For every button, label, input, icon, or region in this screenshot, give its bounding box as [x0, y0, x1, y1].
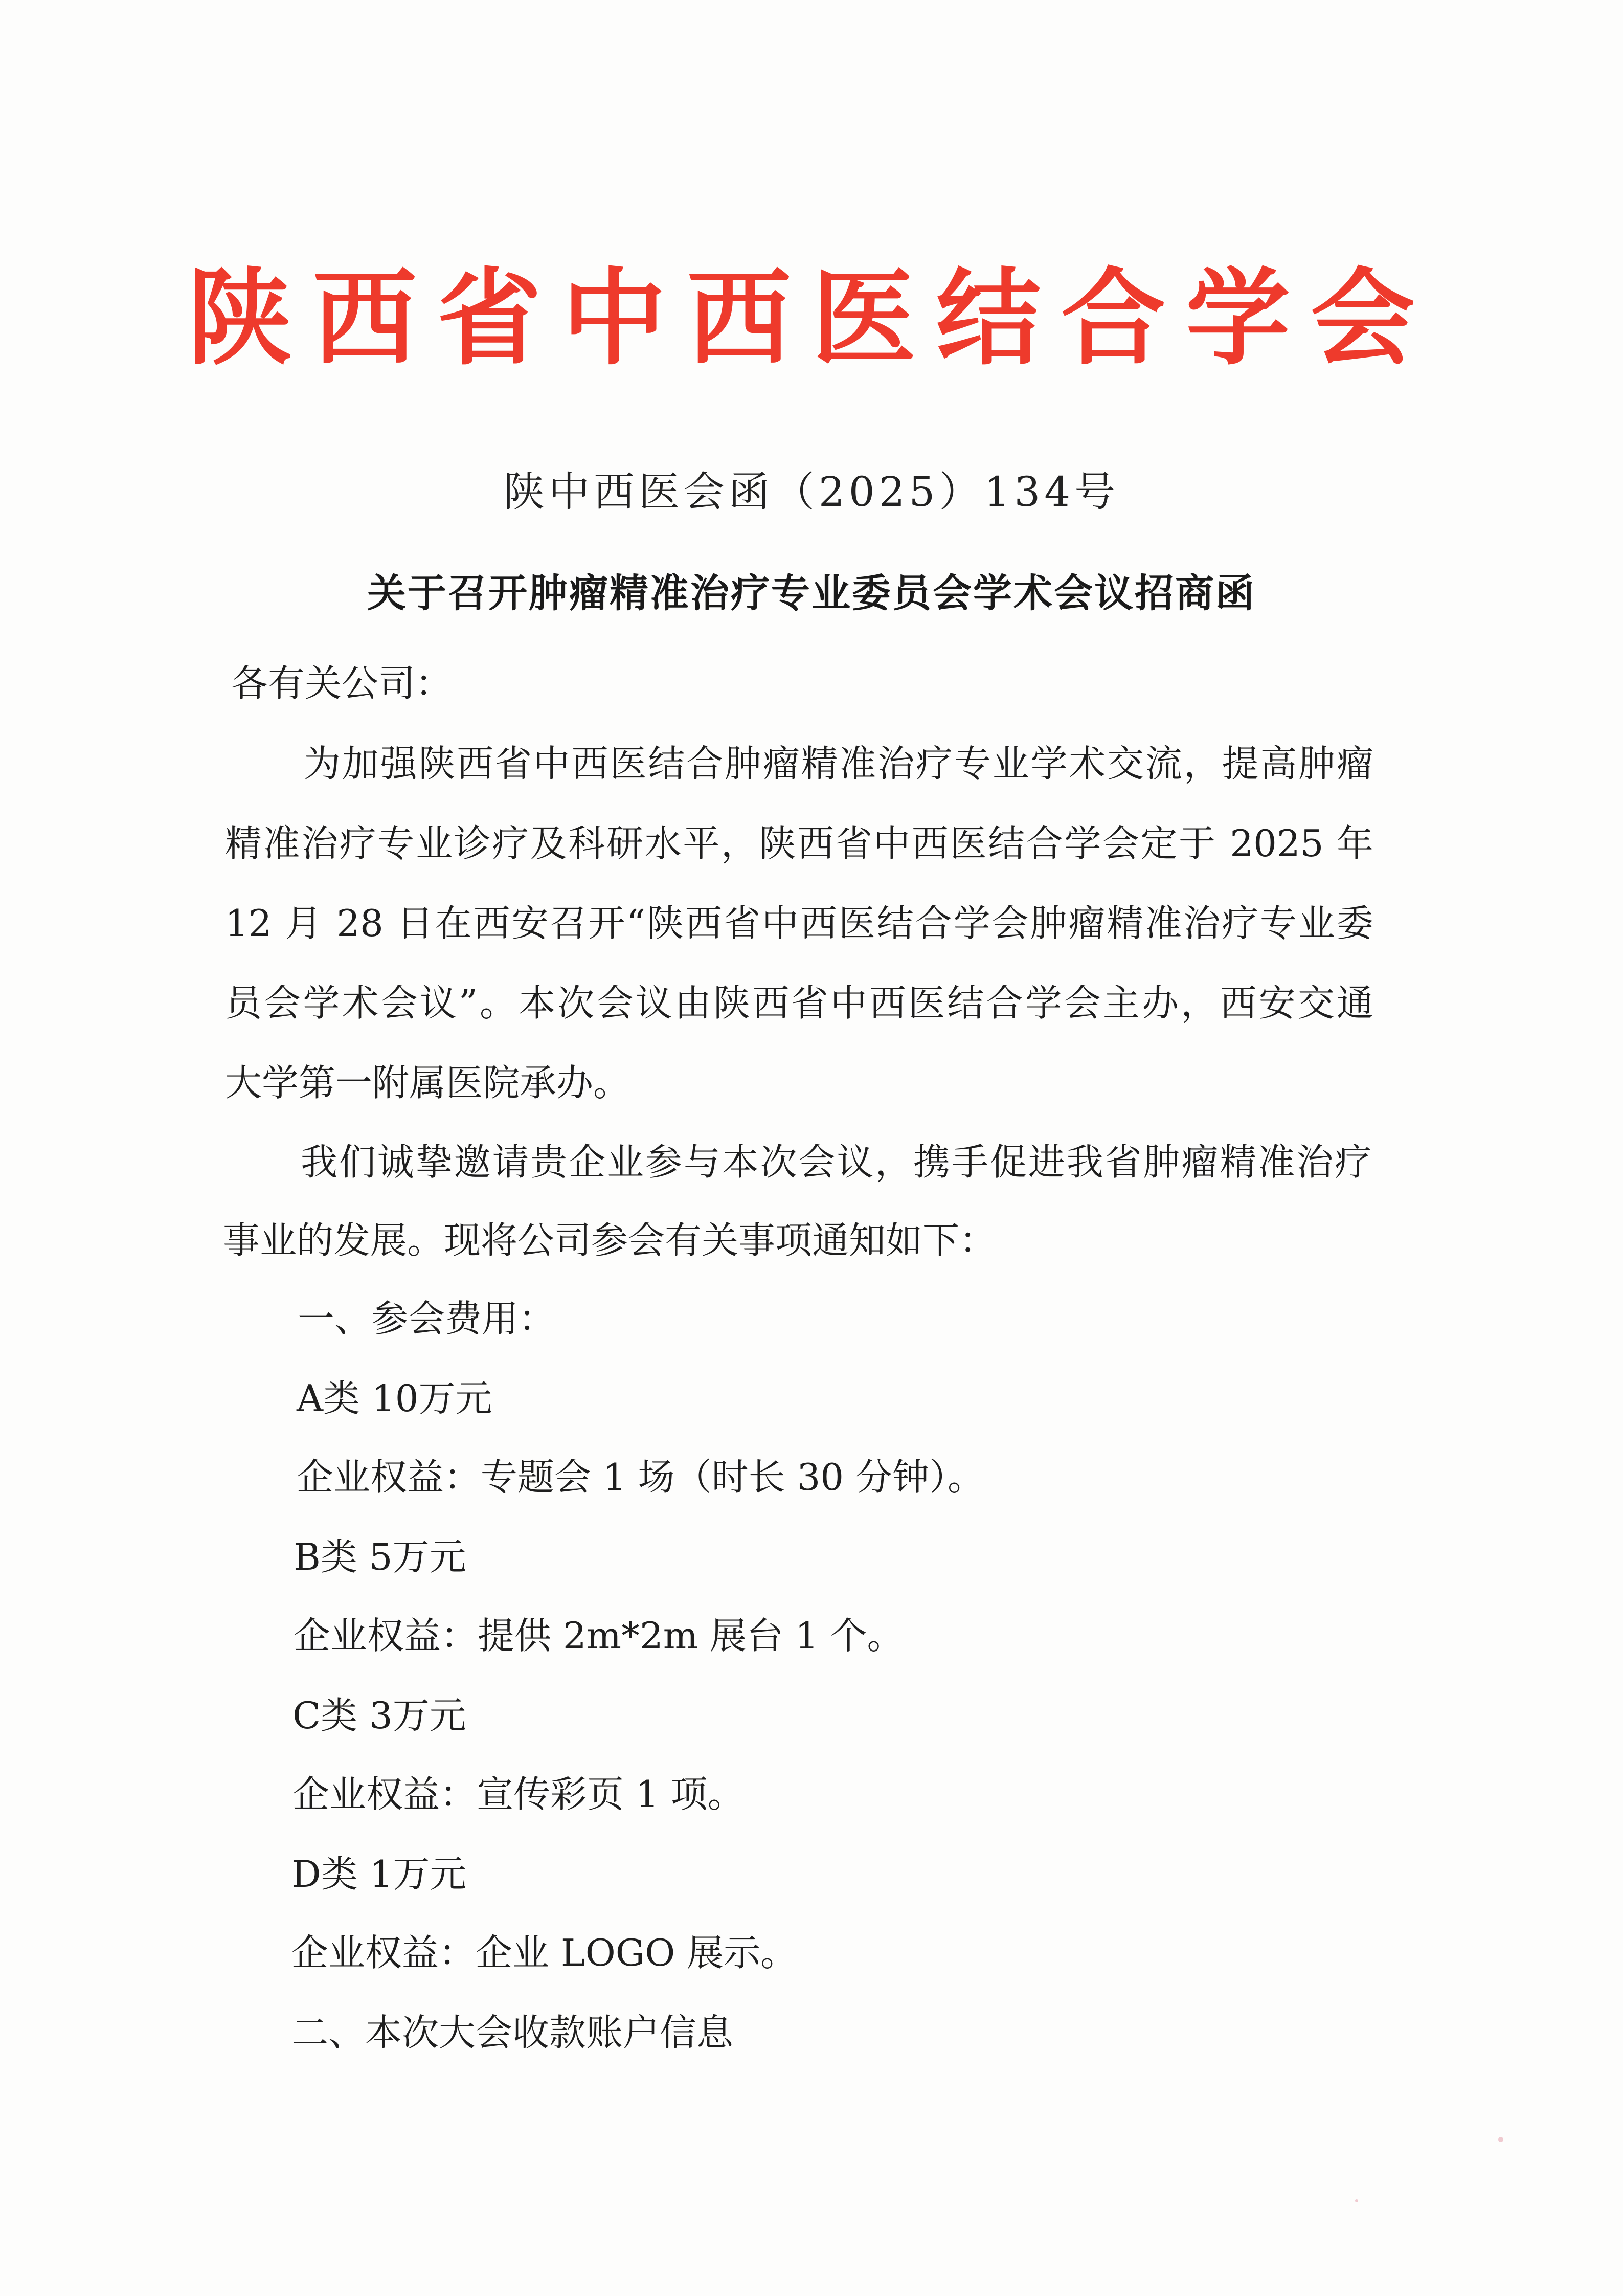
fee-tier: A类 10万元: [297, 1377, 492, 1420]
paragraph-line: 精准治疗专业诊疗及科研水平，陕西省中西医结合学会定于 2025 年: [225, 822, 1373, 865]
scan-speck: [1355, 2199, 1358, 2202]
fee-tier: D类 1万元: [291, 1853, 467, 1896]
paragraph-line: 为加强陕西省中西医结合肿瘤精准治疗专业学术交流，提高肿瘤: [304, 742, 1373, 785]
fee-benefit: 企业权益：提供 2m*2m 展台 1 个。: [294, 1614, 904, 1657]
salutation: 各有关公司：: [231, 662, 453, 705]
paragraph-line: 12 月 28 日在西安召开“陕西省中西医结合学会肿瘤精准治疗专业委: [225, 902, 1373, 945]
fee-benefit: 企业权益：宣传彩页 1 项。: [292, 1773, 745, 1816]
organization-header: 陕西省中西医结合学会: [188, 257, 1435, 380]
fee-benefit: 企业权益：专题会 1 场（时长 30 分钟）。: [297, 1456, 984, 1499]
document-title: 关于召开肿瘤精准治疗专业委员会学术会议招商函: [367, 570, 1256, 616]
paragraph-line: 事业的发展。现将公司参会有关事项通知如下：: [223, 1219, 997, 1262]
section-heading: 一、参会费用：: [298, 1297, 556, 1340]
scan-speck: [1498, 2137, 1503, 2142]
paragraph-line: 我们诚挚邀请贵企业参与本次会议，携手促进我省肿瘤精准治疗: [301, 1141, 1371, 1184]
document-number: 陕中西医会函（2025）134号: [503, 468, 1120, 516]
paragraph-line: 员会学术会议”。本次会议由陕西省中西医结合学会主办，西安交通: [225, 982, 1373, 1024]
fee-benefit: 企业权益：企业 LOGO 展示。: [291, 1931, 798, 1974]
fee-tier: B类 5万元: [294, 1535, 466, 1578]
fee-tier: C类 3万元: [292, 1694, 466, 1737]
paragraph-line: 大学第一附属医院承办。: [225, 1061, 630, 1104]
section-heading: 二、本次大会收款账户信息: [291, 2011, 734, 2054]
